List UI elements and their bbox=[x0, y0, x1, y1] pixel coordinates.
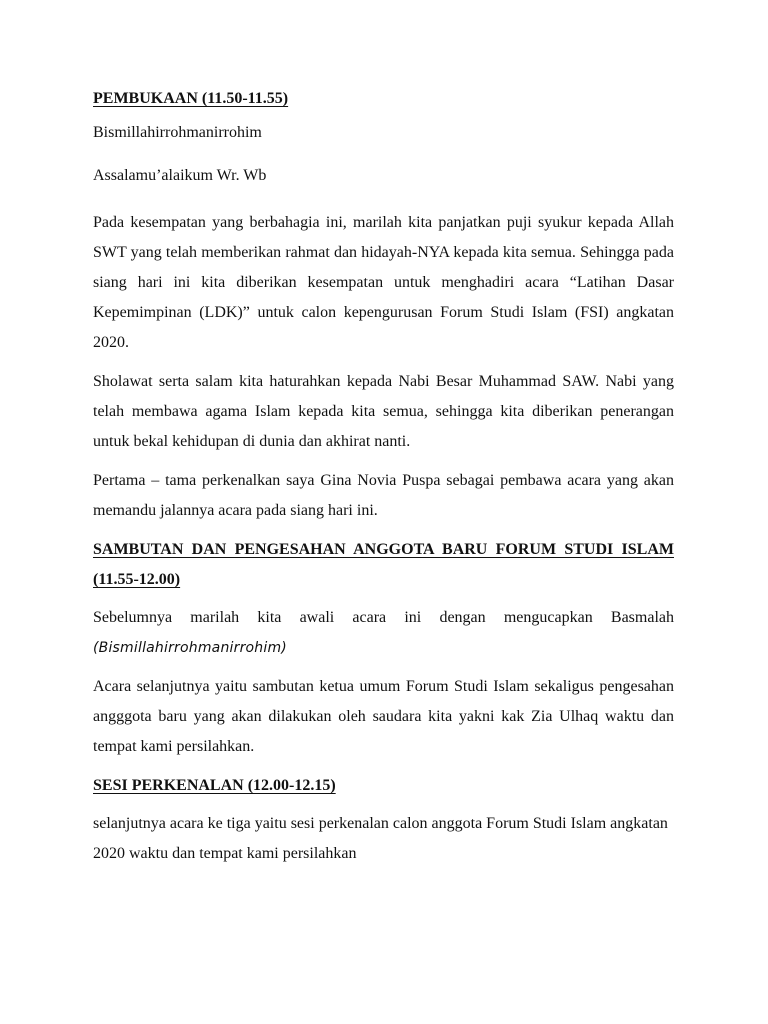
paragraph-introduction: Pertama – tama perkenalkan saya Gina Novia Puspa sebagai pembawa acara yang akan memandu jalannya acara pada siang hari ini. bbox=[93, 472, 674, 519]
paragraph-basmalah bbox=[93, 603, 674, 663]
bismillah-line: Bismillahirrohmanirrohim bbox=[93, 124, 262, 141]
heading-pembukaan: PEMBUKAAN (11.50-11.55) bbox=[93, 90, 289, 107]
document-page bbox=[93, 84, 674, 878]
paragraph-opening: Pada kesempatan yang berbahagia ini, marilah kita panjatkan puji syukur kepada Allah SWT yang telah memberikan rahmat dan hidayah-NYA kepada kita semua. Sehingga pada siang hari ini kita diberikan kesempatan untuk menghadiri acara “Latihan Dasar Kepemimpinan (LDK)” untuk calon kepengurusan Forum Studi Islam (FSI) angkatan 2020. bbox=[93, 214, 674, 351]
paragraph-sambutan: Acara selanjutnya yaitu sambutan ketua umum Forum Studi Islam sekaligus pengesahan angggota baru yang akan dilakukan oleh saudara kita yakni kak Zia Ulhaq waktu dan tempat kami persilahkan. bbox=[93, 678, 674, 755]
heading-sesi-perkenalan: SESI PERKENALAN (12.00-12.15) bbox=[93, 777, 336, 794]
heading-sambutan: SAMBUTAN DAN PENGESAHAN ANGGOTA BARU FORUM STUDI ISLAM (11.55-12.00) bbox=[93, 541, 674, 588]
salam-line: Assalamu’alaikum Wr. Wb bbox=[93, 167, 267, 184]
basmalah-italic: (Bismillahirrohmanirrohim) bbox=[93, 640, 287, 656]
basmalah-text: Sebelumnya marilah kita awali acara ini dengan mengucapkan Basmalah bbox=[93, 609, 674, 626]
paragraph-sholawat: Sholawat serta salam kita haturahkan kepada Nabi Besar Muhammad SAW. Nabi yang telah membawa agama Islam kepada kita semua, sehingga kita diberikan penerangan untuk bekal kehidupan di dunia dan akhirat nanti. bbox=[93, 373, 674, 450]
paragraph-perkenalan: selanjutnya acara ke tiga yaitu sesi perkenalan calon anggota Forum Studi Islam angkatan 2020 waktu dan tempat kami persilahkan bbox=[93, 815, 668, 862]
